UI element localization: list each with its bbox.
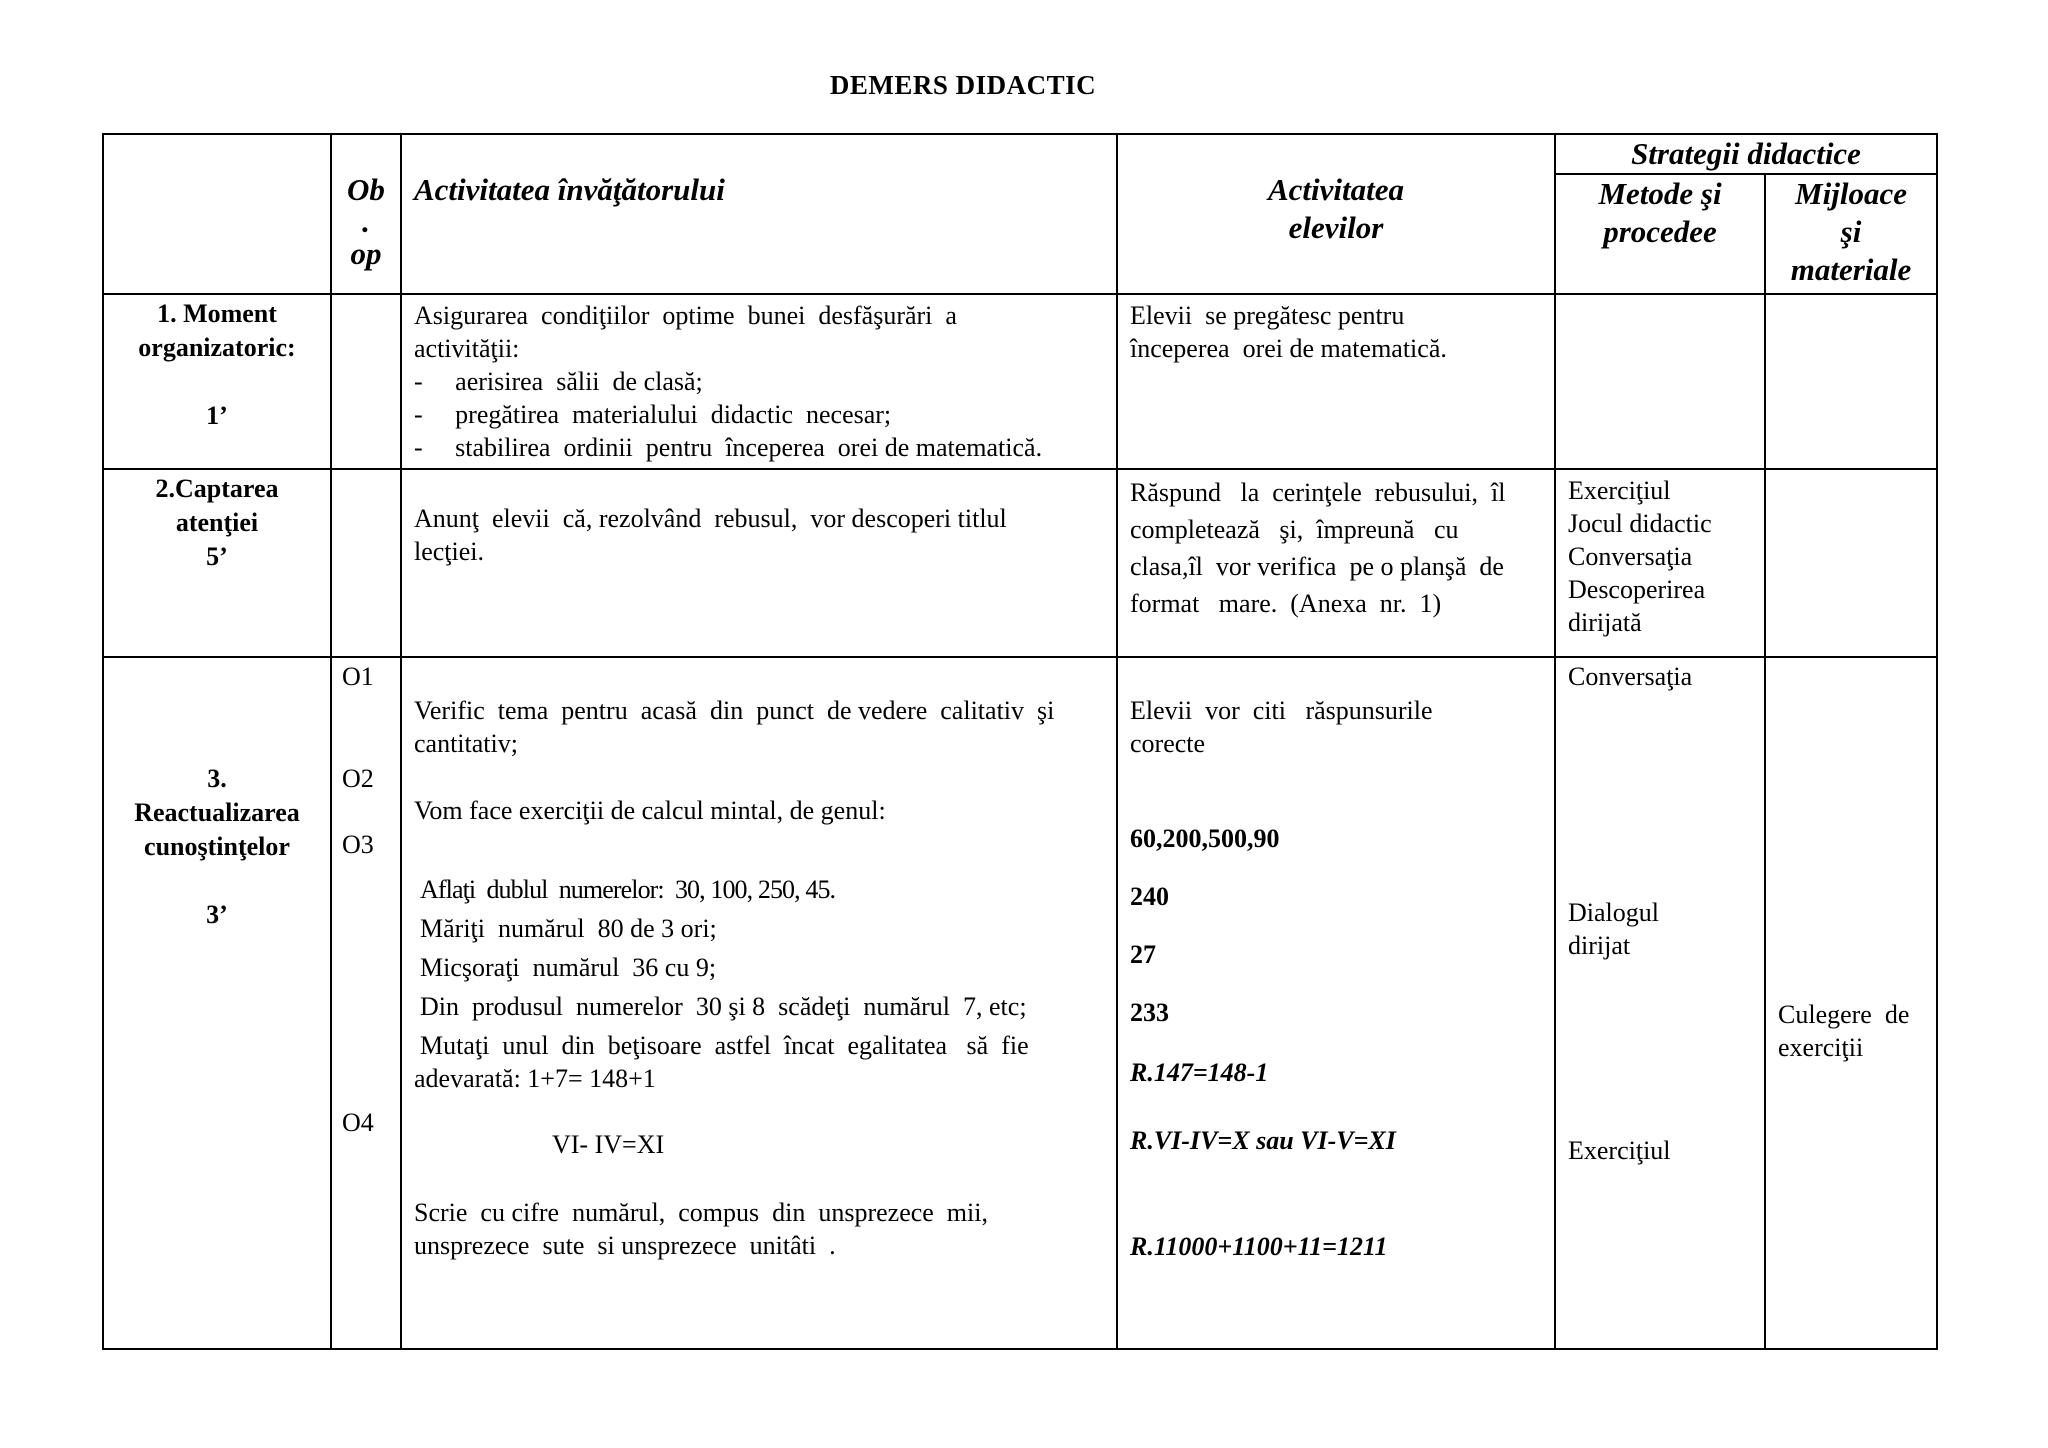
answer: 60,200,500,90 <box>1130 824 1280 853</box>
stage-cell: 1. Moment organizatoric: 1’ <box>103 294 331 469</box>
document-title: DEMERS DIDACTIC <box>829 70 1097 100</box>
didactic-table <box>102 133 1938 1350</box>
teacher-activity-cell: Anunţ elevii că, rezolvând rebusul, vor descoperi titlul lecţiei. <box>401 469 1117 657</box>
methods-cell <box>1555 294 1765 469</box>
header-methods: Metode şi procedee <box>1555 174 1765 294</box>
objective-label: O1 <box>342 662 374 691</box>
objective-label: O3 <box>342 830 374 859</box>
methods-cell: Exerciţiul Jocul didactic Conversaţia Descoperirea dirijată <box>1555 469 1765 657</box>
answer: 233 <box>1130 998 1169 1027</box>
header-strategies: Strategii didactice <box>1555 134 1937 174</box>
answer: R.11000+1100+11=1211 <box>1130 1232 1388 1261</box>
teacher-activity-cell: Verific tema pentru acasă din punct de vedere calitativ şi cantitativ; Vom face exerciţii de calcul mintal, de genul: Aflaţi dublul numerelor: 30, 100, 250, 45. Măriţi numărul 80 de 3 ori; Micşoraţi numărul 36 cu 9; Din produsul numerelor 30 şi 8 scădeţi numărul 7, etc; Mutaţi unul din beţisoare astfel încat egalitatea să fie adevarată: 1+7= 148+1 VI- IV=XI Scrie cu cifre numărul, compus din unsprezece mii, unsprezece sute si unsprezece unitâti . <box>401 657 1117 1349</box>
objectives-cell <box>331 469 401 657</box>
methods-cell: Conversaţia Dialogul dirijat Exerciţiul <box>1555 657 1765 1349</box>
students-activity-cell: Răspund la cerinţele rebusului, îl completează şi, împreună cu clasa,îl vor verifica pe o planşă de format mare. (Anexa nr. 1) <box>1117 469 1555 657</box>
stage-cell: 2.Captarea atenţiei 5’ <box>103 469 331 657</box>
teacher-activity-cell: Asigurarea condiţiilor optime bunei desfăşurări a activităţii: - aerisirea sălii de clasă; - pregătirea materialului didactic necesar; - stabilirea ordinii pentru începerea orei de matematică. <box>401 294 1117 469</box>
table-row <box>103 469 1937 657</box>
students-activity-cell: Elevii vor citi răspunsurile corecte 60,200,500,90 240 27 233 R.147=148-1 R.VI-IV=X sau VI-V=XI R.11000+1100+11=1211 <box>1117 657 1555 1349</box>
table-row <box>103 294 1937 469</box>
header-teacher-activity: Activitatea învăţătorului <box>401 134 1117 294</box>
objective-label: O4 <box>342 1108 374 1137</box>
answer: R.VI-IV=X sau VI-V=XI <box>1130 1126 1396 1155</box>
means-cell <box>1765 469 1937 657</box>
means-cell: Culegere de exerciţii <box>1765 657 1937 1349</box>
stage-cell: 3. Reactualizarea cunoştinţelor 3’ <box>103 657 331 1349</box>
header-objectives: Ob . op <box>331 134 401 294</box>
objectives-cell <box>331 294 401 469</box>
answer: 27 <box>1130 940 1156 969</box>
header-students-activity: Activitatea elevilor <box>1117 134 1555 294</box>
objectives-cell <box>331 657 401 1349</box>
header-means: Mijloace şi materiale <box>1765 174 1937 294</box>
table-row <box>103 657 1937 1349</box>
header-stage <box>103 134 331 294</box>
answer: 240 <box>1130 882 1169 911</box>
students-activity-cell: Elevii se pregătesc pentru începerea orei de matematică. <box>1117 294 1555 469</box>
answer: R.147=148-1 <box>1130 1058 1269 1087</box>
means-cell <box>1765 294 1937 469</box>
objective-label: O2 <box>342 764 374 793</box>
